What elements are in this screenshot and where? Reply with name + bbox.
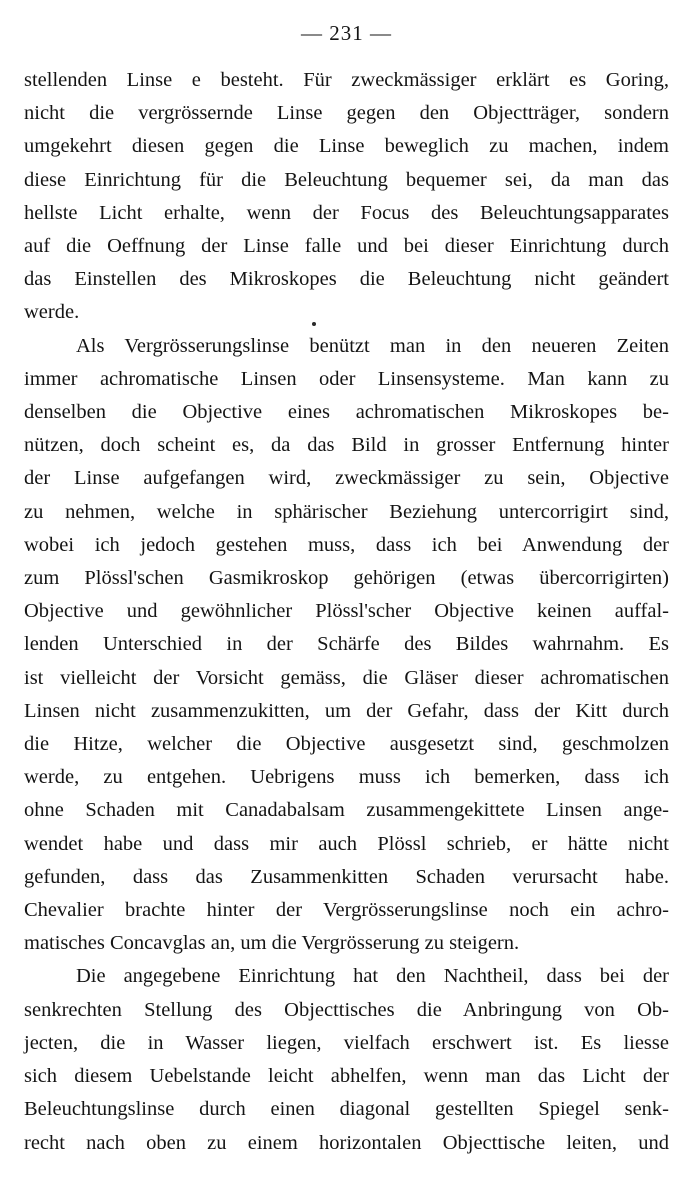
book-page: [24, 18, 669, 1160]
text-line: recht nach oben zu einem horizontalen Objecttische leiten, und: [24, 1131, 669, 1154]
text-line: der Linse aufgefangen wird, zweckmässiger zu sein, Objective: [24, 467, 669, 490]
text-line: denselben die Objective eines achromatischen Mikroskopes be-: [24, 401, 669, 424]
text-line: werde.: [24, 301, 80, 324]
text-line: ist vielleicht der Vorsicht gemäss, die Gläser dieser achromatischen: [24, 666, 669, 689]
text-line: senkrechten Stellung des Objecttisches die Anbringung von Ob-: [24, 998, 669, 1021]
text-line: lenden Unterschied in der Schärfe des Bildes wahrnahm. Es: [24, 633, 669, 656]
text-line: Objective und gewöhnlicher Plössl'scher Objective keinen auffal-: [24, 600, 669, 623]
text-line: werde, zu entgehen. Uebrigens muss ich bemerken, dass ich: [24, 766, 669, 789]
text-line: nicht die vergrössernde Linse gegen den Objectträger, sondern: [24, 102, 669, 125]
text-line: zu nehmen, welche in sphärischer Beziehung untercorrigirt sind,: [24, 500, 669, 523]
text-line: Als Vergrösserungslinse benützt man in den neueren Zeiten: [76, 334, 669, 357]
text-line: Chevalier brachte hinter der Vergrösserungslinse noch ein achro-: [24, 899, 669, 922]
text-line: diese Einrichtung für die Beleuchtung bequemer sei, da man das: [24, 168, 669, 191]
paragraph-3: [24, 960, 669, 1159]
text-line: Beleuchtungslinse durch einen diagonal gestellten Spiegel senk-: [24, 1098, 669, 1121]
print-speck: [312, 322, 316, 326]
paragraph-1: [24, 64, 669, 330]
text-line: auf die Oeffnung der Linse falle und bei dieser Einrichtung durch: [24, 235, 669, 258]
text-line: jecten, die in Wasser liegen, vielfach erschwert ist. Es liesse: [24, 1031, 669, 1054]
text-line: umgekehrt diesen gegen die Linse beweglich zu machen, indem: [24, 135, 669, 158]
text-line: ohne Schaden mit Canadabalsam zusammengekittete Linsen ange-: [24, 799, 669, 822]
text-line: Linsen nicht zusammenzukitten, um der Gefahr, dass der Kitt durch: [24, 699, 669, 722]
text-line: sich diesem Uebelstande leicht abhelfen, wenn man das Licht der: [24, 1065, 669, 1088]
text-line: immer achromatische Linsen oder Linsensysteme. Man kann zu: [24, 367, 669, 390]
paragraph-2: [24, 330, 669, 961]
text-line: zum Plössl'schen Gasmikroskop gehörigen (etwas übercorrigirten): [24, 567, 669, 590]
text-line: Die angegebene Einrichtung hat den Nachtheil, dass bei der: [76, 965, 669, 988]
text-line: die Hitze, welcher die Objective ausgesetzt sind, geschmolzen: [24, 733, 669, 756]
text-line: das Einstellen des Mikroskopes die Beleuchtung nicht geändert: [24, 268, 669, 291]
text-line: nützen, doch scheint es, da das Bild in grosser Entfernung hinter: [24, 434, 669, 457]
text-line: gefunden, dass das Zusammenkitten Schaden verursacht habe.: [24, 865, 669, 888]
text-line: wobei ich jedoch gestehen muss, dass ich bei Anwendung der: [24, 533, 669, 556]
text-line: matisches Concavglas an, um die Vergrösserung zu steigern.: [24, 932, 520, 955]
text-line: wendet habe und dass mir auch Plössl schrieb, er hätte nicht: [24, 832, 669, 855]
page-number: — 231 —: [301, 21, 392, 45]
text-line: hellste Licht erhalte, wenn der Focus des Beleuchtungsapparates: [24, 201, 669, 224]
text-line: stellenden Linse e besteht. Für zweckmässiger erklärt es Goring,: [24, 69, 669, 91]
